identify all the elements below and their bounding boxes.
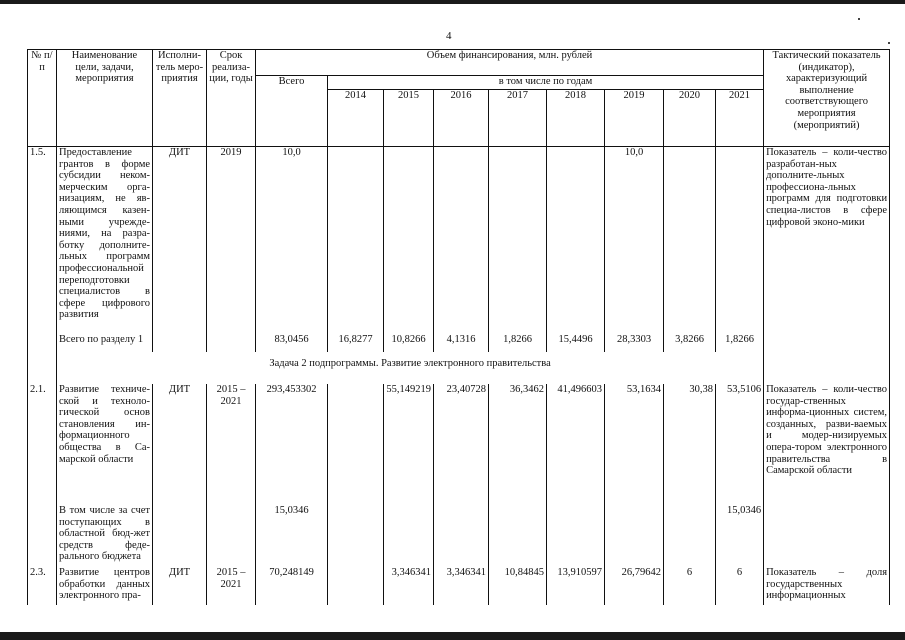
row-value: [328, 567, 384, 605]
table-row: [28, 505, 890, 567]
row-indicator: Показатель – доля государственных информационных: [764, 567, 890, 605]
header-term: Срок реализа-ции, годы: [207, 50, 256, 147]
section-total-row: [28, 334, 890, 352]
row-value: 3,8266: [664, 334, 716, 352]
financing-table: [27, 49, 890, 605]
header-year: 2015: [384, 90, 434, 147]
row-term: 2015 – 2021: [207, 567, 256, 605]
table-header: [28, 50, 890, 147]
total-label: Всего по разделу 1: [57, 334, 153, 352]
row-value: 16,8277: [328, 334, 384, 352]
row-name: Развитие техниче-ской и техноло-гической основ становления ин-формационного общества в Са-марской области: [57, 384, 153, 505]
row-value: 10,0: [605, 147, 664, 335]
row-value: 1,8266: [716, 334, 764, 352]
header-year: 2018: [547, 90, 605, 147]
row-value: 28,3303: [605, 334, 664, 352]
row-num: 2.3.: [28, 567, 57, 605]
row-value: 26,79642: [605, 567, 664, 605]
row-value: 3,346341: [384, 567, 434, 605]
row-value: 6: [664, 567, 716, 605]
row-value: 53,1634: [605, 384, 664, 505]
task-heading: Задача 2 подпрограммы. Развитие электронного правительства: [269, 358, 551, 369]
top-edge-bar: [0, 0, 905, 4]
row-value: 30,38: [664, 384, 716, 505]
row-indicator: Показатель – коли-чество государ-ственных информа-ционных систем, созданных, разви-ваемых и модер-низируемых опера-тором электронного правительства в Самарской области: [764, 384, 890, 505]
header-total: Всего: [256, 76, 328, 147]
row-value: [328, 384, 384, 505]
row-value: 1,8266: [489, 334, 547, 352]
row-value: [664, 147, 716, 335]
row-value: 6: [716, 567, 764, 605]
row-total: 15,0346: [256, 505, 328, 567]
scan-speck: [888, 42, 890, 44]
row-value: 3,346341: [434, 567, 489, 605]
row-value: [328, 147, 384, 335]
row-value: 10,8266: [384, 334, 434, 352]
row-value: 10,84845: [489, 567, 547, 605]
row-executor: ДИТ: [153, 384, 207, 505]
row-value: 41,496603: [547, 384, 605, 505]
header-by-years: в том числе по годам: [328, 76, 764, 90]
row-value: 15,4496: [547, 334, 605, 352]
row-value: 23,40728: [434, 384, 489, 505]
row-name: В том числе за счет поступающих в областной бюд-жет средств феде-рального бюджета: [57, 505, 153, 567]
header-year: 2016: [434, 90, 489, 147]
row-value: 36,3462: [489, 384, 547, 505]
header-year: 2019: [605, 90, 664, 147]
row-value: 4,1316: [434, 334, 489, 352]
row-value: [489, 147, 547, 335]
header-name: Наименование цели, задачи, мероприятия: [57, 50, 153, 147]
header-year: 2020: [664, 90, 716, 147]
row-value: [716, 147, 764, 335]
header-year: 2014: [328, 90, 384, 147]
row-name: Предоставление грантов в форме субсидии неком-мерческим орга-низациям, не яв-ляющимся казен-ными учрежде-ниями, на разра-ботку дополните-льных программ профессиональной переподготовки специалистов в сфере цифрового развития: [57, 147, 153, 335]
row-total: 83,0456: [256, 334, 328, 352]
page-number: 4: [446, 30, 452, 42]
row-value: 53,5106: [716, 384, 764, 505]
row-value: [547, 147, 605, 335]
header-indicator: Тактический показатель (индикатор), характеризующий выполнение соответствующего мероприятия (мероприятий): [764, 50, 890, 147]
table-row: [28, 567, 890, 605]
row-term: 2019: [207, 147, 256, 335]
row-executor: ДИТ: [153, 567, 207, 605]
header-num: № п/п: [28, 50, 57, 147]
scan-speck: [858, 18, 860, 20]
table-row: [28, 147, 890, 335]
row-executor: ДИТ: [153, 147, 207, 335]
row-value: 55,149219: [384, 384, 434, 505]
row-term: 2015 – 2021: [207, 384, 256, 505]
table-row: [28, 384, 890, 505]
row-value: [384, 147, 434, 335]
header-year: 2017: [489, 90, 547, 147]
bottom-edge-bar: [0, 632, 905, 640]
row-total: 70,248149: [256, 567, 328, 605]
row-value: [434, 147, 489, 335]
row-indicator: Показатель – коли-чество разработан-ных дополните-льных профессиона-льных программ для подготовки специа-листов в сфере цифровой эконо-мики: [764, 147, 890, 335]
row-value: 13,910597: [547, 567, 605, 605]
row-num: 2.1.: [28, 384, 57, 505]
row-value: 15,0346: [716, 505, 764, 567]
header-year: 2021: [716, 90, 764, 147]
header-financing: Объем финансирования, млн. рублей: [256, 50, 764, 76]
row-total: 10,0: [256, 147, 328, 335]
row-num: 1.5.: [28, 147, 57, 335]
header-executor: Исполни-тель меро-приятия: [153, 50, 207, 147]
row-total: 293,453302: [256, 384, 328, 505]
row-name: Развитие центров обработки данных электронного пра-: [57, 567, 153, 605]
task-heading-row: [28, 352, 890, 384]
